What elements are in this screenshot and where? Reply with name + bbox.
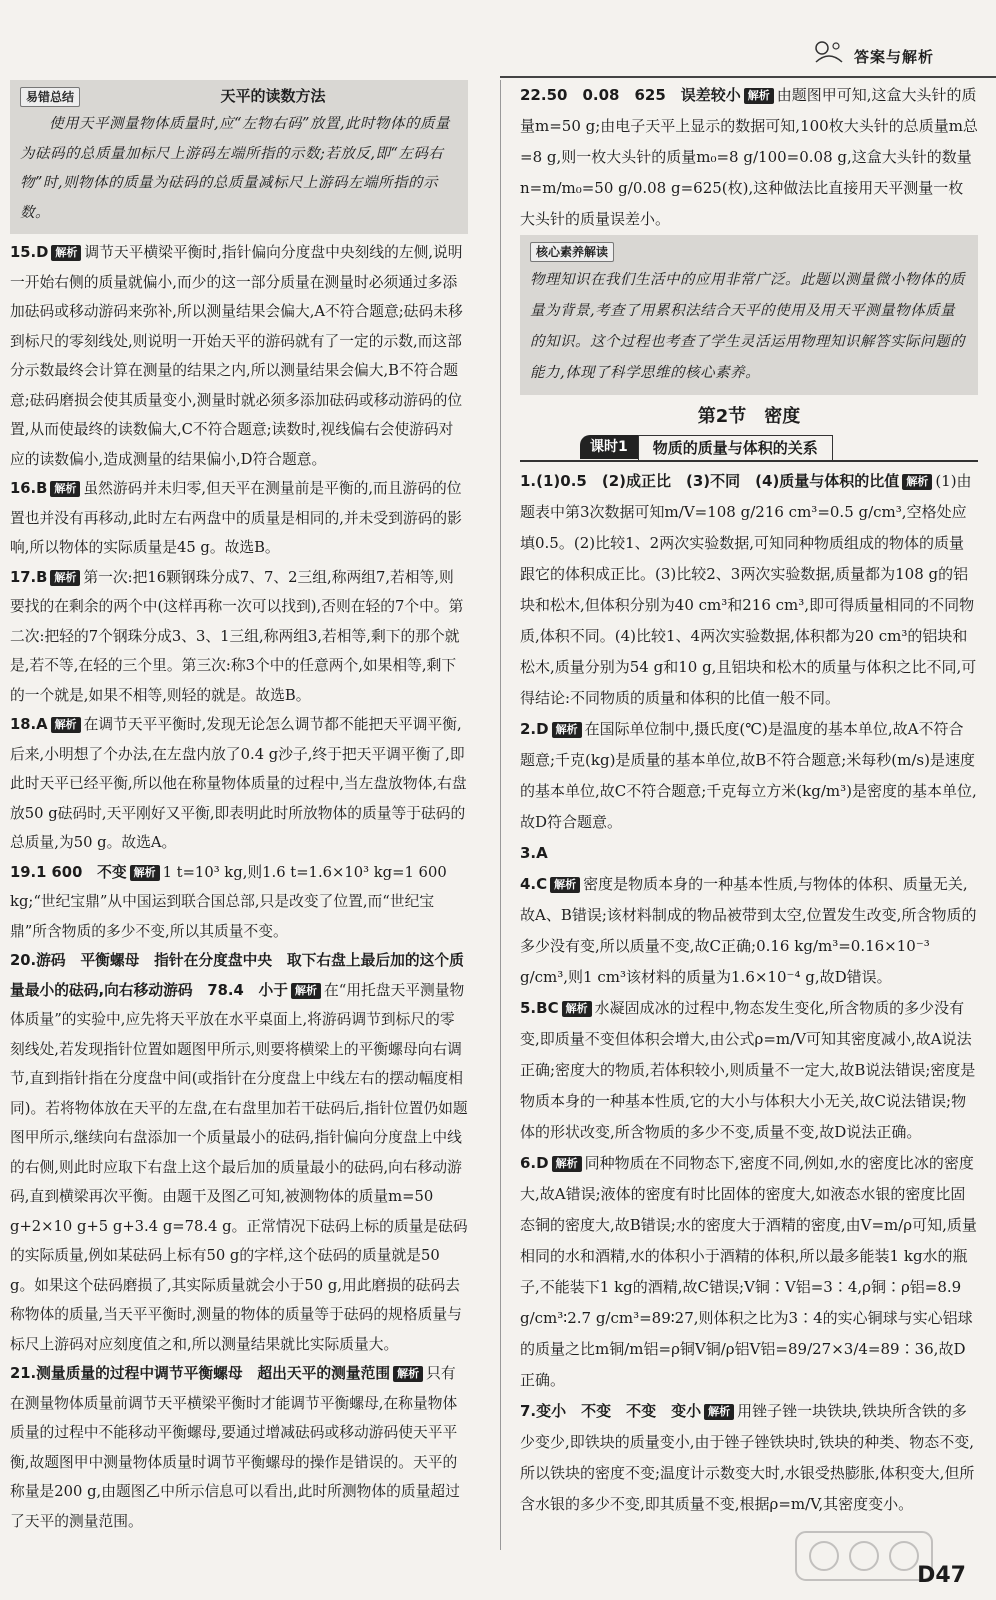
answer-item (10, 563, 468, 711)
answer-value: 变小 不变 不变 变小 (536, 1402, 702, 1420)
core-literacy-box (520, 235, 978, 395)
answer-item (520, 714, 978, 838)
lesson-title: 物质的质量与体积的关系 (638, 435, 833, 460)
answer-value: A (36, 716, 48, 733)
left-answer-list (10, 238, 468, 1536)
lesson-tag: 课时1 (580, 435, 638, 459)
answer-item (520, 869, 978, 993)
question-number: 15. (10, 244, 37, 261)
watermark-logo (794, 1526, 934, 1586)
header-title: 答案与解析 (853, 48, 934, 66)
answer-value: 测量质量的过程中调节平衡螺母 超出天平的测量范围 (36, 1365, 391, 1382)
question-number: 16. (10, 480, 37, 497)
answer-item (10, 1359, 468, 1536)
analysis-badge: 解析 (393, 1366, 423, 1382)
answer-value: A (536, 844, 548, 862)
lesson-header (520, 434, 978, 462)
answer-item (10, 858, 468, 947)
right-column (520, 80, 978, 1520)
answer-item (520, 1148, 978, 1396)
answer-item (520, 466, 978, 714)
analysis-badge: 解析 (50, 570, 80, 586)
core-literacy-tag: 核心素养解读 (530, 242, 614, 262)
analysis-text: 密度是物质本身的一种基本性质,与物体的体积、质量无关,故A、B错误;该材料制成的物品被带到太空,位置发生改变,所含物质的多少没有变,所以质量不变,故C正确;0.16 kg/m³=0.16×10⁻³ g/cm³,则1 cm³该材料的质量为1.6×10⁻⁴ g,故D错误。 (520, 875, 977, 986)
answer-value: D (36, 244, 49, 261)
analysis-badge: 解析 (562, 1001, 592, 1017)
question-number: 21. (10, 1365, 37, 1382)
mistake-summary-text: 使用天平测量物体质量时,应“左物右码”放置,此时物体的质量为砝码的总质量加标尺上游码左端所指的示数;若放反,即“左码右物”时,则物体的质量为砝码的总质量减标尺上游码左端所指的示数。 (20, 116, 451, 221)
header-rule (500, 76, 996, 78)
core-literacy-text: 物理知识在我们生活中的应用非常广泛。此题以测量微小物体的质量为背景,考查了用累积法结合天平的使用及用天平测量物体质量的知识。这个过程也考查了学生灵活运用物理知识解答实际问题的能力,体现了科学思维的核心素养。 (530, 272, 965, 381)
analysis-badge: 解析 (291, 983, 321, 999)
question-number: 22. (520, 86, 547, 104)
analysis-badge: 解析 (550, 877, 580, 893)
page-header (0, 0, 996, 90)
analysis-text: 1 t=10³ kg,则1.6 t=1.6×10³ kg=1 600 kg;“世纪宝鼎”从中国运到联合国总部,只是改变了位置,而“世纪宝鼎”所含物质的多少不变,所以其质量不变。 (10, 863, 447, 940)
answer-value: D (536, 1154, 549, 1172)
analysis-text: 调节天平横梁平衡时,指针偏向分度盘中央刻线的左侧,说明一开始右侧的质量就偏小,而少的这一部分质量在测量时必须通过多添加砝码或移动游码来弥补,所以测量结果会偏大,A不符合题意;砝码未移到标尺的零刻线处,则说明一开始天平的游码就有了一定的示数,而这部分示数最终会计算在测量的结果之内,所以测量结果会偏大,B不符合题意;砝码磨损会使其质量变小,测量时就必须多添加砝码或移动游码的位置,从而使最终的读数偏大,C不符合题意;读数时,视线偏右会使游码对应的读数偏小,造成测量的结果偏小,D符合题意。 (10, 244, 463, 468)
analysis-badge: 解析 (130, 865, 160, 881)
analysis-text: 只有在测量物体质量前调节天平横梁平衡时才能调节平衡螺母,在称量物体质量的过程中不能移动平衡螺母,要通过增减砝码或移动游码使天平平衡,故题图甲中测量物体质量时调节平衡螺母的操作是错误的。天平的称量是200 g,由题图乙中所示信息可以看出,此时所测物体的质量超过了天平的测量范围。 (10, 1365, 460, 1530)
answer-item (520, 993, 978, 1148)
mistake-summary-tag: 易错总结 (20, 87, 80, 107)
question-number: 7. (520, 1402, 537, 1420)
answer-value: 游码 平衡螺母 指针在分度盘中央 取下右盘上最后加的这个质量最小的砝码,向右移动游码 78.4 小于 (10, 952, 464, 999)
column-divider (500, 80, 501, 1550)
analysis-text: 同种物质在不同物态下,密度不同,例如,水的密度比冰的密度大,故A错误;液体的密度有时比固体的密度大,如液态水银的密度比固态铜的密度大,故B错误;水的密度大于酒精的密度,由V=m/ρ可知,质量相同的水和酒精,水的体积小于酒精的体积,所以最多能装1 kg水的瓶子,不能装下1 kg的酒精,故C错误;V铜∶V铝=3∶4,ρ铜∶ρ铝=8.9 g/cm³∶2.7 g/cm³=89∶27,则体积之比为3∶4的实心铜球与实心铝球的质量之比m铜/m铝=ρ铜V铜/ρ铝V铝=89/27×3/4=89∶36,故D正确。 (520, 1154, 977, 1389)
section-title: 第2节 密度 (697, 406, 801, 427)
answer-item (520, 1396, 978, 1520)
answer-value: BC (536, 999, 559, 1017)
answer-value: D (536, 720, 549, 738)
answer-value: 50 0.08 625 误差较小 (546, 86, 741, 104)
answer-item (520, 80, 978, 235)
page-number: D47 (917, 1563, 966, 1588)
question-number: 20. (10, 952, 37, 969)
right-answer-list-top (520, 80, 978, 235)
bird-icon (812, 38, 846, 68)
analysis-text: 在调节天平平衡时,发现无论怎么调节都不能把天平调平衡,后来,小明想了个办法,在左盘内放了0.4 g沙子,终于把天平调平衡了,即此时天平已经平衡,所以他在称量物体质量的过程中,当左盘放物体,右盘放50 g砝码时,天平刚好又平衡,即表明此时所放物体的质量等于砝码的总质量,为50 g。故选A。 (10, 716, 467, 851)
answer-item (10, 474, 468, 563)
analysis-badge: 解析 (902, 474, 932, 490)
analysis-badge: 解析 (50, 481, 80, 497)
answer-value: C (536, 875, 548, 893)
analysis-badge: 解析 (552, 1156, 582, 1172)
analysis-text: 虽然游码并未归零,但天平在测量前是平衡的,而且游码的位置也并没有再移动,此时左右两盘中的质量是相同的,并未受到游码的影响,所以物体的实际质量是45 g。故选B。 (10, 480, 462, 556)
answer-item (10, 946, 468, 1359)
right-answer-list (520, 466, 978, 1520)
question-number: 17. (10, 568, 37, 586)
analysis-text: 用锉子锉一块铁块,铁块所含铁的多少变少,即铁块的质量变小,由于锉子锉铁块时,铁块的种类、物态不变,所以铁块的密度不变;温度计示数变大时,水银受热膨胀,体积变大,但所含水银的多少不变,即其质量不变,根据ρ=m/V,其密度变小。 (520, 1402, 975, 1513)
answer-value: (1)0.5 (2)成正比 (3)不同 (4)质量与体积的比值 (536, 472, 900, 490)
analysis-text: 第一次:把16颗钢珠分成7、7、2三组,称两组7,若相等,则要找的在剩余的两个中(这样再称一次可以找到),否则在轻的7个中。第二次:把轻的7个钢珠分成3、3、1三组,称两组3,若相等,剩下的那个就是,若不等,在轻的三个里。第三次:称3个中的任意两个,如果相等,剩下的一个就是,如果不相等,则轻的就是。故选B。 (10, 568, 464, 704)
answer-item (10, 238, 468, 474)
question-number: 5. (520, 999, 537, 1017)
answer-value: B (36, 480, 48, 497)
question-number: 19. (10, 863, 37, 881)
analysis-text: 由题图甲可知,这盒大头针的质量m=50 g;由电子天平上显示的数据可知,100枚大头针的总质量m总=8 g,则一枚大头针的质量m₀=8 g/100=0.08 g,这盒大头针的数量n=m/m₀=50 g/0.08 g=625(枚),这种做法比直接用天平测量一枚大头针的质量误差小。 (520, 86, 978, 228)
mistake-summary-title: 天平的读数方法 (220, 87, 326, 106)
answer-item (10, 710, 468, 858)
analysis-text: 在“用托盘天平测量物体质量”的实验中,应先将天平放在水平桌面上,将游码调节到标尺的零刻线处,若发现指针位置如题图甲所示,则要将横梁上的平衡螺母向右调节,直到指针指在分度盘中间(或指针在分度盘上中线左右的摆动幅度相同)。若将物体放在天平的左盘,在右盘里加若干砝码后,指针位置仍如题图甲所示,继续向右盘添加一个质量最小的砝码,指针偏向分度盘上中线的右侧,则此时应取下右盘上这个最后加的质量最小的砝码,向右移动游码,直到横梁再次平衡。由题干及图乙可知,被测物体的质量m=50 g+2×10 g+5 g+3.4 g=78.4 g。正常情况下砝码上标的质量是砝码的实际质量,例如某砝码上标有50 g的字样,这个砝码的质量就是50 g。如果这个砝码磨损了,其实际质量就会小于50 g,用此磨损的砝码去称物体的质量,当天平平衡时,测量的物体的质量等于砝码的规格质量与标尺上游码对应刻度值之和,所以测量结果就比实际质量大。 (10, 981, 468, 1353)
analysis-badge: 解析 (51, 717, 81, 733)
answer-value: B (36, 568, 48, 586)
analysis-text: (1)由题表中第3次数据可知m/V=108 g/216 cm³=0.5 g/cm³,空格处应填0.5。(2)比较1、2两次实验数据,可知同种物质组成的物体的质量跟它的体积成正比。(3)比较2、3两次实验数据,质量都为108 g的铝块和松木,但体积分别为40 cm³和216 cm³,即可得质量相同的不同物质,体积不同。(4)比较1、4两次实验数据,体积都为20 cm³的铝块和松木,质量分别为54 g和10 g,且铝块和松木的质量与体积之比不同,可得结论:不同物质的质量和体积的比值一般不同。 (520, 472, 977, 707)
answer-value: 1 600 不变 (36, 863, 127, 881)
question-number: 18. (10, 716, 37, 733)
analysis-text: 水凝固成冰的过程中,物态发生变化,所含物质的多少没有变,即质量不变但体积会增大,由公式ρ=m/V可知其密度减小,故A说法正确;密度大的物质,若体积较小,则质量不一定大,故B说法错误;密度是物质本身的一种基本性质,它的大小与体积大小无关,故C说法错误;物体的形状改变,所含物质的多少不变,质量不变,故D说法正确。 (520, 999, 976, 1141)
answer-item (520, 838, 978, 869)
mistake-summary-box (10, 80, 468, 234)
analysis-badge: 解析 (51, 245, 81, 261)
question-number: 2. (520, 720, 537, 738)
analysis-text: 在国际单位制中,摄氏度(℃)是温度的基本单位,故A不符合题意;千克(kg)是质量的基本单位,故B不符合题意;米每秒(m/s)是速度的基本单位,故C不符合题意;千克每立方米(kg/m³)是密度的基本单位,故D符合题意。 (520, 720, 977, 831)
analysis-badge: 解析 (552, 722, 582, 738)
analysis-badge: 解析 (744, 88, 774, 104)
analysis-badge: 解析 (704, 1404, 734, 1420)
question-number: 4. (520, 875, 537, 893)
question-number: 3. (520, 844, 537, 862)
question-number: 6. (520, 1154, 537, 1172)
left-column (10, 80, 468, 1536)
question-number: 1. (520, 472, 537, 490)
